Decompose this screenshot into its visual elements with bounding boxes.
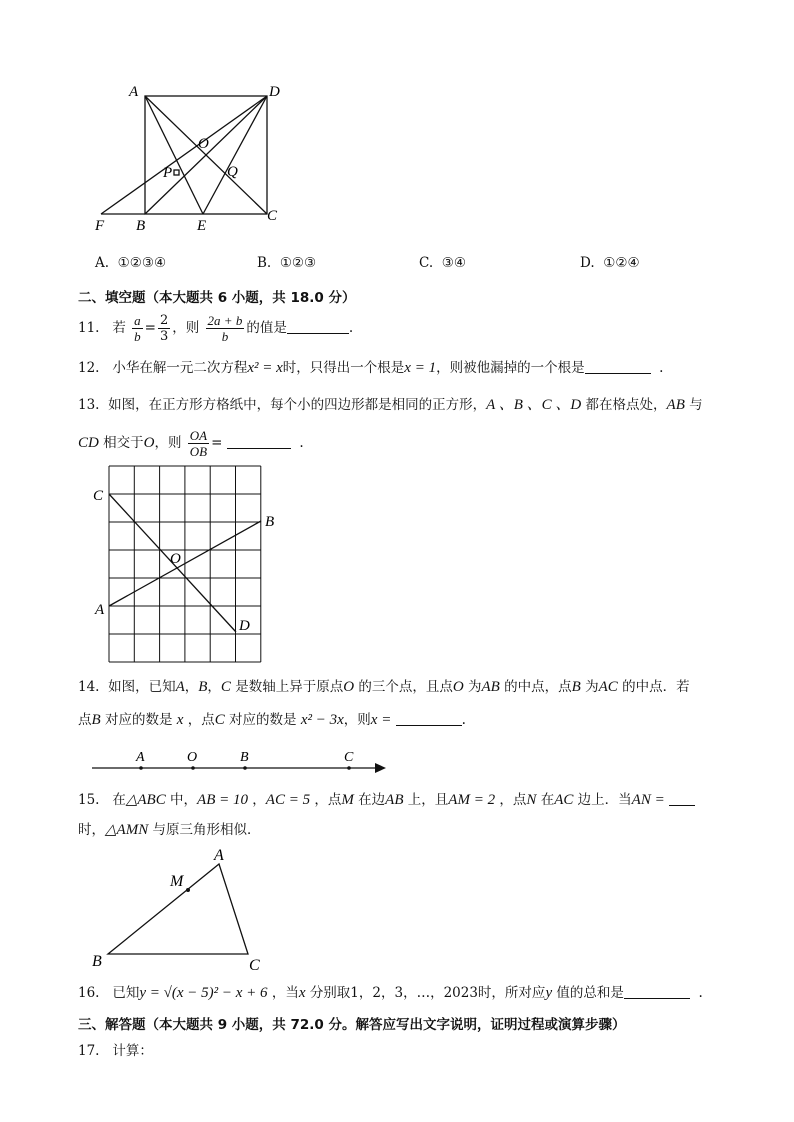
triangle-label-B: B	[92, 953, 102, 970]
section-2-heading: 二、填空题（本大题共 6 小题，共 18.0 分）	[78, 290, 356, 306]
label-D: D	[269, 84, 280, 100]
label-O: O	[198, 136, 209, 152]
grid-label-C: C	[93, 488, 104, 504]
answer-blank-12[interactable]	[585, 359, 651, 374]
question-17: 17. 计算：	[78, 1043, 153, 1059]
question-15-line2: 时，△AMN 与原三角形相似．	[78, 822, 261, 838]
answer-blank-15[interactable]	[669, 791, 695, 806]
label-P: P	[163, 165, 173, 181]
triangle-figure	[88, 840, 268, 975]
grid-label-A: A	[95, 602, 105, 618]
question-16: 16. 已知y = √(x − 5)² − x + 6 ，当x 分别取1，2，3，…，2023时，所对应y 值的总和是 .	[78, 985, 703, 1001]
numline-label-B: B	[240, 750, 249, 765]
label-F: F	[95, 218, 105, 234]
numline-label-C: C	[344, 750, 354, 765]
option-d[interactable]: D. ①②④	[580, 255, 640, 271]
question-12: 12. 小华在解一元二次方程x² = x时，只得出一个根是x = 1，则被他漏掉的一个根是 .	[78, 360, 664, 376]
label-A: A	[129, 84, 139, 100]
grid-label-D: D	[239, 618, 250, 634]
option-c[interactable]: C. ③④	[419, 255, 466, 271]
question-15-line1: 15. 在△ABC 中，AB = 10 ，AC = 5 ，点M 在边AB 上，且AM = 2 ，点N 在AC 边上．当AN =	[78, 790, 695, 810]
answer-blank-16[interactable]	[624, 984, 690, 999]
question-13-line1: 13. 如图，在正方形方格纸中，每个小的四边形都是相同的正方形，A 、B 、C 、D 都在格点处，AB 与	[78, 397, 703, 413]
label-C: C	[267, 208, 278, 224]
question-11: 11. 若 $\frac{a}{b}$ = $\frac{2}{3}$ ，则 $\frac{2a + b}{b}$ 的值是 .	[78, 313, 354, 344]
answer-blank-13[interactable]	[227, 434, 291, 449]
numline-label-O: O	[187, 750, 198, 765]
square-figure	[85, 80, 295, 235]
answer-blank-14[interactable]	[396, 711, 462, 726]
grid-label-O: O	[170, 551, 181, 567]
label-B: B	[136, 218, 146, 234]
answer-blank-11[interactable]	[287, 319, 349, 334]
label-Q: Q	[227, 164, 238, 180]
triangle-label-C: C	[249, 957, 260, 974]
option-a[interactable]: A. ①②③④	[95, 255, 167, 271]
number-line-figure	[88, 746, 388, 780]
question-14-line1: 14. 如图，已知A，B，C 是数轴上异于原点O 的三个点，且点O 为AB 的中点，点B 为AC 的中点．若	[78, 679, 690, 695]
option-b[interactable]: B. ①②③	[257, 255, 317, 271]
triangle-label-M: M	[170, 873, 184, 890]
question-13-line2: CD 相交于O，则 $\frac{OA}{OB}$ = .	[78, 428, 304, 459]
numline-label-A: A	[136, 750, 145, 765]
label-E: E	[197, 218, 207, 234]
question-14-line2: 点B 对应的数是 x ，点C 对应的数是 x² − 3x，则x = .	[78, 712, 466, 728]
grid-figure	[90, 462, 290, 667]
grid-label-B: B	[265, 514, 275, 530]
section-3-heading: 三、解答题（本大题共 9 小题，共 72.0 分。解答应写出文字说明，证明过程或演算步骤）	[78, 1017, 626, 1033]
triangle-label-A: A	[214, 847, 224, 864]
